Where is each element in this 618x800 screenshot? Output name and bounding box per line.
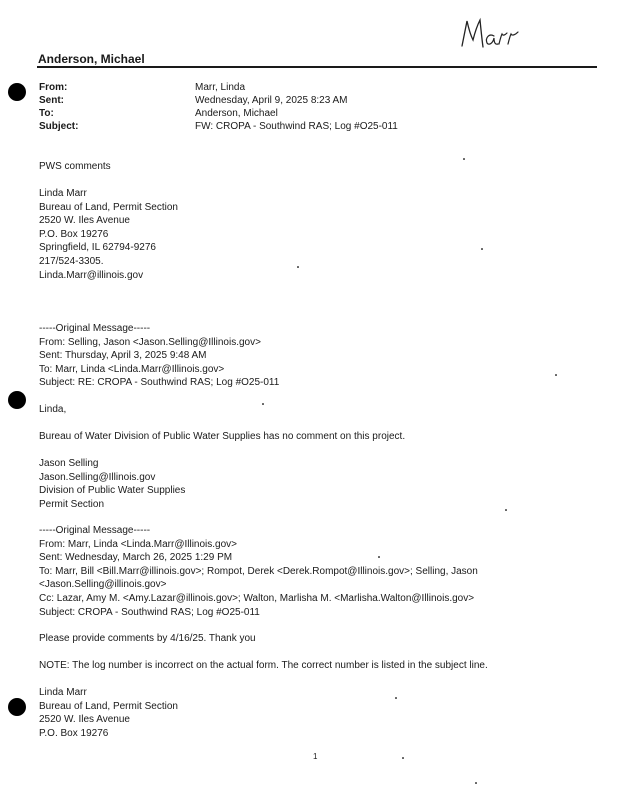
- punch-hole: [8, 391, 26, 409]
- original-from: From: Selling, Jason <Jason.Selling@Illinois.gov>: [39, 336, 261, 348]
- punch-hole: [8, 83, 26, 101]
- sent-label: Sent:: [39, 95, 64, 106]
- subject-value: FW: CROPA - Southwind RAS; Log #O25-011: [195, 121, 398, 132]
- original-message-header: [39, 322, 279, 390]
- scan-speck: [297, 266, 299, 268]
- original-message-marker: -----Original Message-----: [39, 525, 151, 536]
- scan-speck: [475, 782, 477, 784]
- reply-body: Bureau of Water Division of Public Water Supplies has no comment on this project.: [39, 431, 406, 442]
- from-label: From:: [39, 82, 68, 93]
- original-subject: Subject: RE: CROPA - Southwind RAS; Log #O25-011: [39, 377, 280, 389]
- header-rule: [37, 66, 597, 68]
- signature-line: 2520 W. Iles Avenue: [39, 714, 130, 726]
- sent-value: Wednesday, April 9, 2025 8:23 AM: [195, 95, 348, 106]
- intro-text: PWS comments: [39, 161, 111, 172]
- scan-speck: [402, 757, 404, 759]
- scan-speck: [505, 509, 507, 511]
- signature-line: Bureau of Land, Permit Section: [39, 201, 178, 213]
- signature-line: Bureau of Land, Permit Section: [39, 700, 178, 712]
- signature-block: [39, 457, 185, 511]
- scan-speck: [481, 248, 483, 250]
- original-to: To: Marr, Bill <Bill.Marr@illinois.gov>; Rompot, Derek <Derek.Rompot@Illinois.gov>; Selling, Jason: [39, 565, 478, 577]
- original-sent: Sent: Thursday, April 3, 2025 9:48 AM: [39, 350, 207, 362]
- original-message-marker: -----Original Message-----: [39, 323, 151, 334]
- subject-label: Subject:: [39, 121, 79, 132]
- scan-speck: [262, 403, 264, 405]
- signature-line: 217/524-3305.: [39, 255, 104, 267]
- original-cc: Cc: Lazar, Amy M. <Amy.Lazar@illinois.gov>; Walton, Marlisha M. <Marlisha.Walton@Illinois.gov>: [39, 592, 475, 604]
- page-number: 1: [313, 752, 318, 761]
- signature-line: Springfield, IL 62794-9276: [39, 242, 156, 254]
- original-to-continued: <Jason.Selling@illinois.gov>: [39, 579, 167, 591]
- signature-line: 2520 W. Iles Avenue: [39, 215, 130, 227]
- signature-line: Linda Marr: [39, 188, 87, 199]
- scan-speck: [395, 697, 397, 699]
- original-from: From: Marr, Linda <Linda.Marr@Illinois.gov>: [39, 538, 238, 550]
- handwritten-signature: [458, 16, 528, 54]
- note-text: NOTE: The log number is incorrect on the actual form. The correct number is listed in the subject line.: [39, 660, 488, 671]
- signature-line: Linda Marr: [39, 687, 87, 698]
- signature-block: [39, 686, 178, 740]
- signature-line: Jason Selling: [39, 458, 99, 469]
- request-text: Please provide comments by 4/16/25. Thank you: [39, 633, 256, 644]
- punch-hole: [8, 698, 26, 716]
- from-value: Marr, Linda: [195, 82, 246, 93]
- signature-line: P.O. Box 19276: [39, 228, 109, 240]
- original-to: To: Marr, Linda <Linda.Marr@Illinois.gov>: [39, 363, 225, 375]
- scan-speck: [555, 374, 557, 376]
- signature-line: P.O. Box 19276: [39, 727, 109, 739]
- original-message-header: [39, 524, 478, 619]
- original-subject: Subject: CROPA - Southwind RAS; Log #O25-011: [39, 606, 260, 618]
- signature-block: [39, 187, 178, 282]
- signature-email: Jason.Selling@Illinois.gov: [39, 471, 156, 483]
- signature-line: Permit Section: [39, 498, 105, 510]
- signature-line: Division of Public Water Supplies: [39, 485, 186, 497]
- to-value: Anderson, Michael: [195, 108, 278, 119]
- document-owner-name: Anderson, Michael: [38, 52, 145, 66]
- signature-email: Linda.Marr@illinois.gov: [39, 269, 144, 281]
- greeting: Linda,: [39, 404, 67, 415]
- scan-speck: [378, 556, 380, 558]
- original-sent: Sent: Wednesday, March 26, 2025 1:29 PM: [39, 552, 233, 564]
- to-label: To:: [39, 108, 54, 119]
- scan-speck: [463, 158, 465, 160]
